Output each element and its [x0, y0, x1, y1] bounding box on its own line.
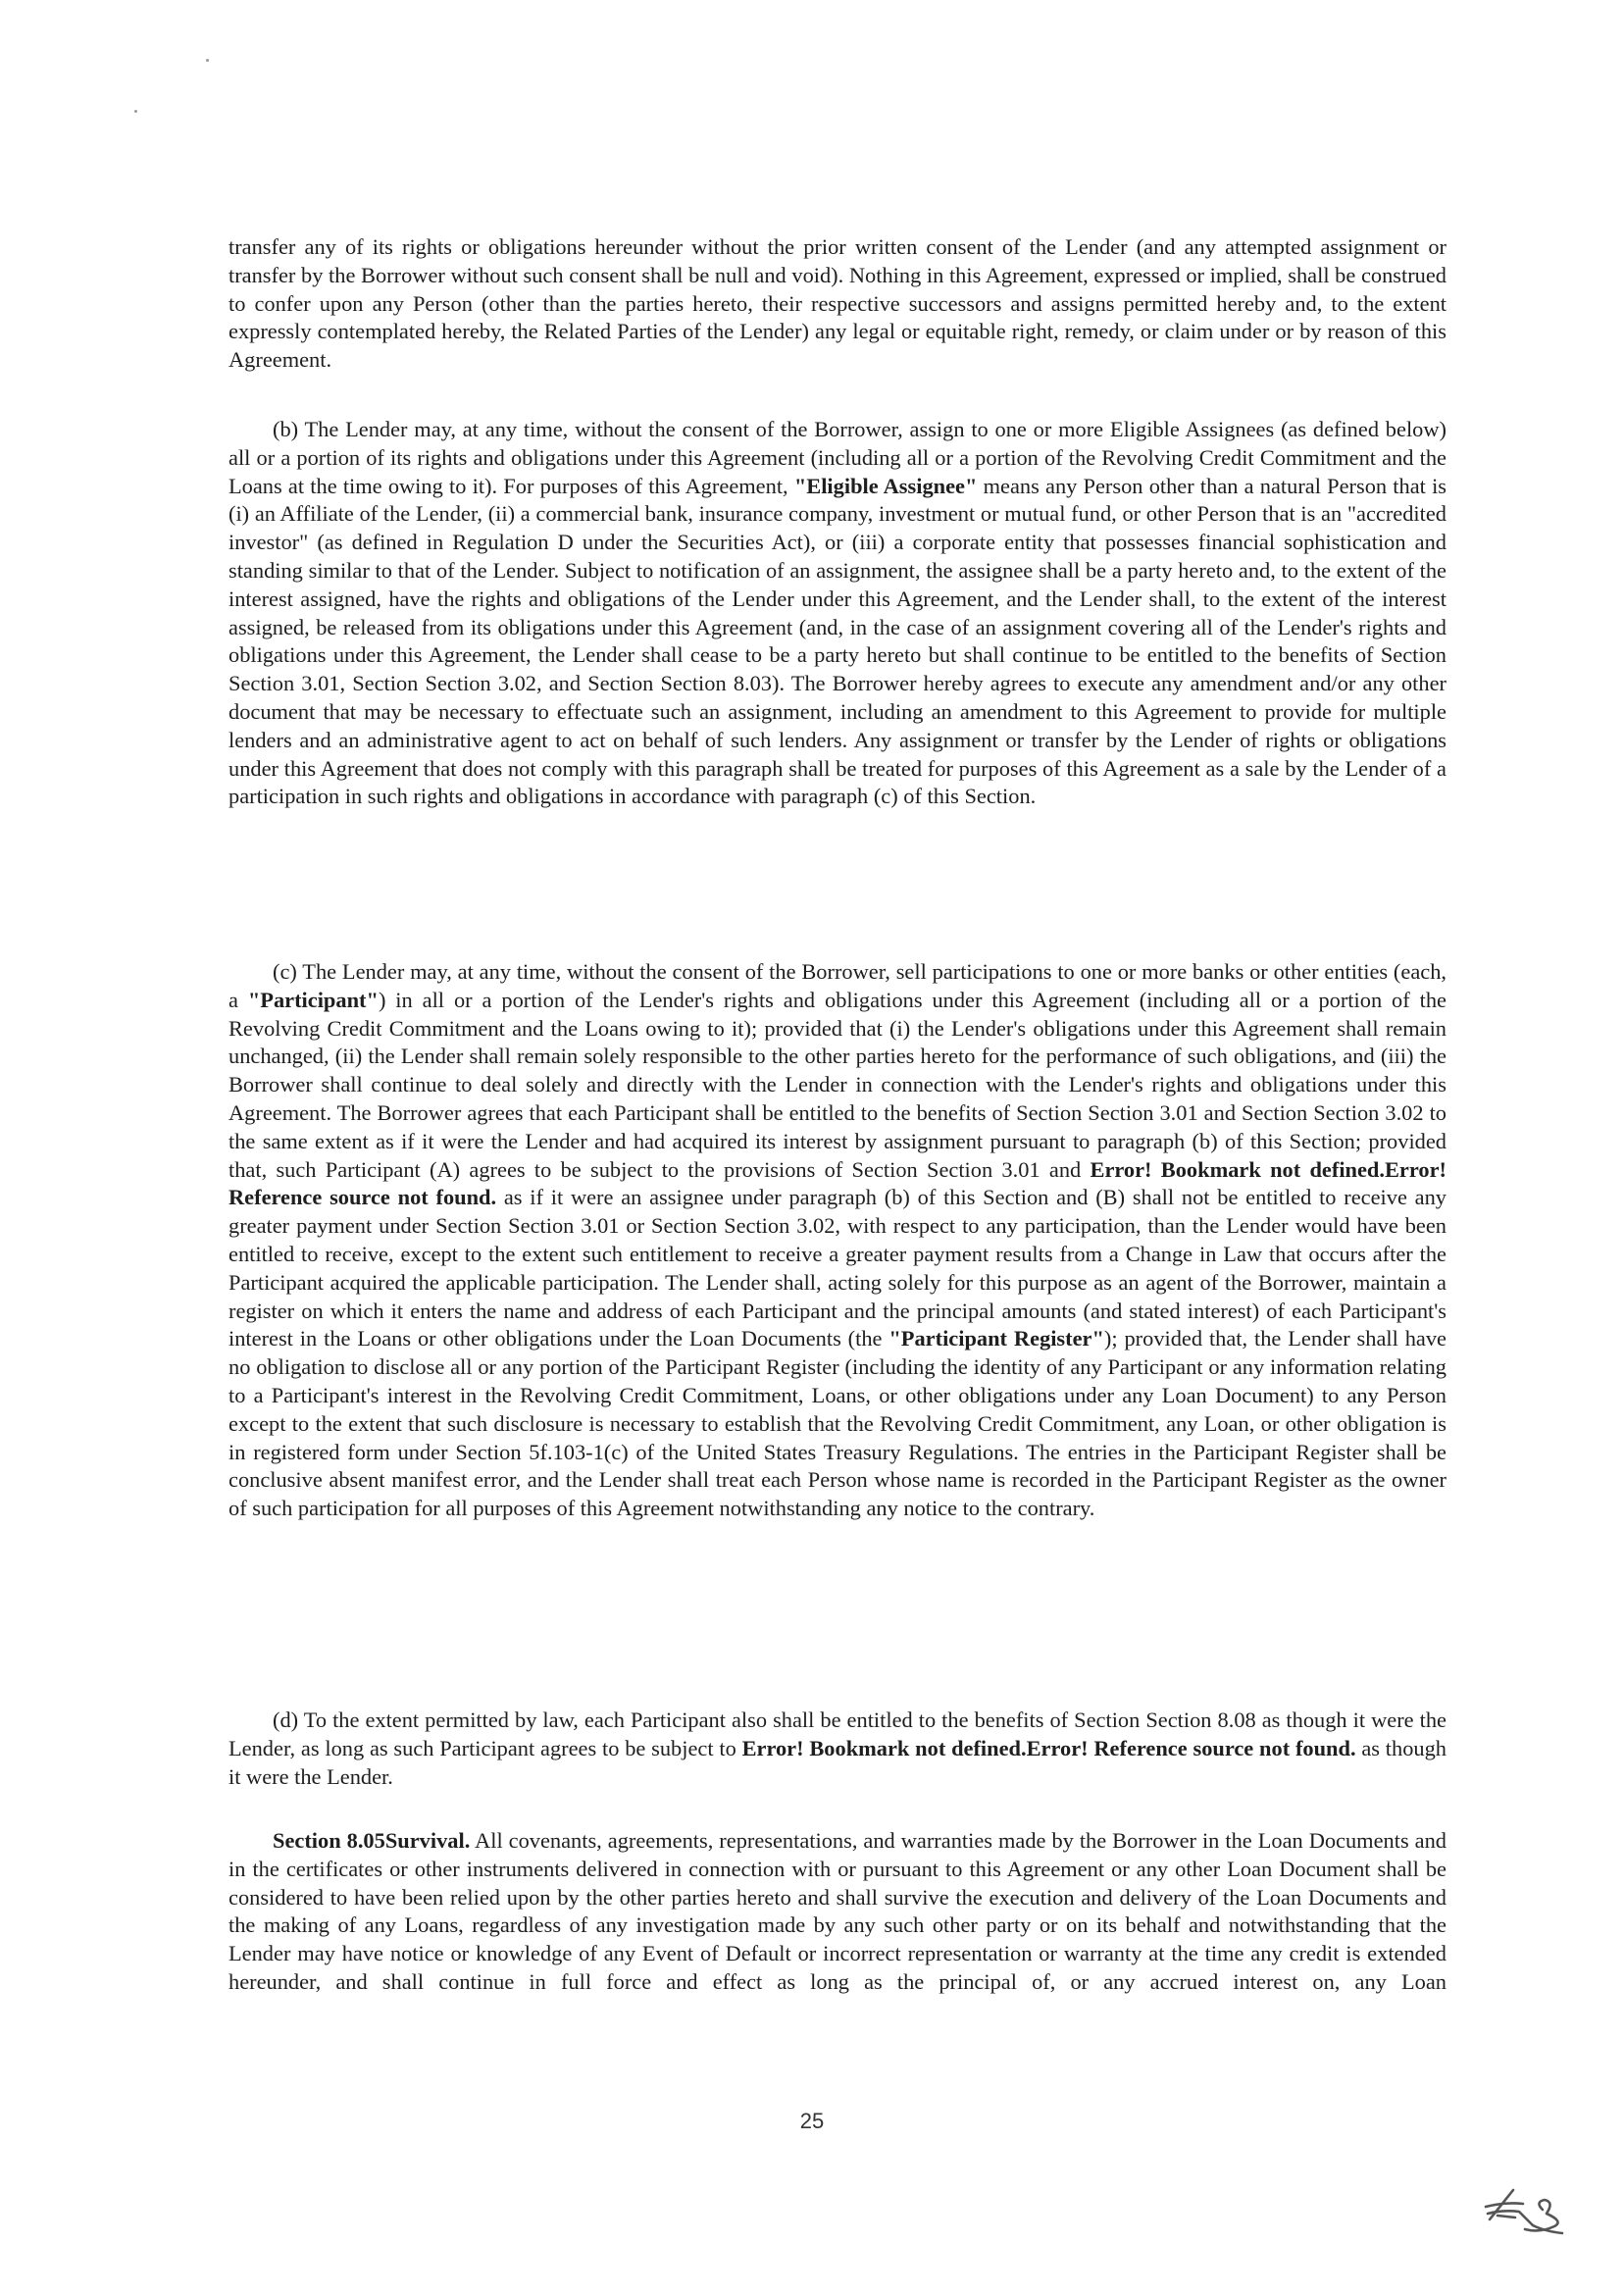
text: (c) The Lender may, at any time, without the consent of the Borrower, sell participations to one or more banks or other entities (each, a [228, 959, 1446, 1012]
paragraph-b [228, 416, 1446, 811]
defined-term-participant-register: "Participant Register" [888, 1326, 1104, 1351]
text: as if it were an assignee under paragraph (b) of this Section and (B) shall not be entitled to receive any greater payment under Section Section 3.01 or Section Section 3.02, with respect to any participation, than the Lender would have been entitled to receive, except to the extent such entitlement to receive a greater payment results from a Change in Law that occurs after the Participant acquired the applicable participation. The Lender shall, acting solely for this purpose as an agent of the Borrower, maintain a register on which it enters the name and address of each Participant and the principal amounts (and stated interest) of each Participant's interest in the Loans or other obligations under the Loan Documents (the [228, 1185, 1446, 1351]
section-text: All covenants, agreements, representations, and warranties made by the Borrower in the Loan Documents and in the certificates or other instruments delivered in connection with or pursuant to this Agreement or any other Loan Document shall be considered to have been relied upon by the other parties hereto and shall survive the execution and delivery of the Loan Documents and the making of any Loans, regardless of any investigation made by any such other party or on its behalf and notwithstanding that the Lender may have notice or knowledge of any Event of Default or incorrect representation or warranty at the time any credit is extended hereunder, and shall continue in full force and effect as long as the principal of, or any accrued interest on, any Loan [228, 1828, 1446, 1994]
defined-term-participant: "Participant" [247, 987, 379, 1012]
section-number: Section 8.05 [273, 1828, 385, 1853]
paragraph-d [228, 1707, 1446, 1791]
reference-error: Error! Bookmark not defined.Error! Reference source not found. [228, 1156, 1446, 1210]
paragraph-c [228, 958, 1446, 1523]
text: (d) To the extent permitted by law, each Participant also shall be entitled to the benefits of Section Section 8.08 as though it were the Lender, as long as such Participant agrees to be subject to [228, 1708, 1446, 1760]
section-title: Survival. [384, 1828, 471, 1853]
scan-speck [206, 59, 209, 62]
scan-speck [134, 110, 137, 113]
text: ) in all or a portion of the Lender's rights and obligations under this Agreement (including all or a portion of the Revolving Credit Commitment and the Loans owing to it); provided that (i) the Lender's obligations under this Agreement shall remain unchanged, (ii) the Lender shall remain solely responsible to the other parties hereto for the performance of such obligations, and (iii) the Borrower shall continue to deal solely and directly with the Lender in connection with the Lender's rights and obligations under this Agreement. The Borrower agrees that each Participant shall be entitled to the benefits of Section Section 3.01 and Section Section 3.02 to the same extent as if it were the Lender and had acquired its interest by assignment pursuant to paragraph (b) of this Section; provided that, such Participant (A) agrees to be subject to the provisions of Section Section 3.01 and [228, 987, 1446, 1182]
reference-error: Error! Bookmark not defined.Error! Reference source not found. [741, 1735, 1356, 1760]
text: (b) The Lender may, at any time, without the consent of the Borrower, assign to one or more Eligible Assignees (as defined below) all or a portion of its rights and obligations under this Agreement (including all or a portion of the Revolving Credit Commitment and the Loans at the time owing to it). For purposes of this Agreement, [228, 417, 1446, 498]
text: as though it were the Lender. [228, 1735, 1447, 1789]
defined-term-eligible-assignee: "Eligible Assignee" [793, 473, 978, 498]
text: means any Person other than a natural Person that is (i) an Affiliate of the Lender, (ii) a commercial bank, insurance company, investment or mutual fund, or other Person that is an "accredited investor" (as defined in Regulation D under the Securities Act), or (iii) a corporate entity that possesses financial sophistication and standing similar to that of the Lender. Subject to notification of an assignment, the assignee shall be a party hereto and, to the extent of the interest assigned, have the rights and obligations of the Lender under this Agreement, and the Lender shall, to the extent of the interest assigned, be released from its obligations under this Agreement (and, in the case of an assignment covering all of the Lender's rights and obligations under this Agreement, the Lender shall cease to be a party hereto but shall continue to be entitled to the benefits of Section Section 3.01, Section Section 3.02, and Section Section 8.03). The Borrower hereby agrees to execute any amendment and/or any other document that may be necessary to effectuate such an assignment, including an amendment to this Agreement to provide for multiple lenders and an administrative agent to act on behalf of such lenders. Any assignment or transfer by the Lender of rights or obligations under this Agreement that does not comply with this paragraph shall be treated for purposes of this Agreement as a sale by the Lender of a participation in such rights and obligations in accordance with paragraph (c) of this Section. [228, 473, 1447, 809]
text: ); provided that, the Lender shall have no obligation to disclose all or any portion of the Participant Register (including the identity of any Participant or any information relating to a Participant's interest in the Revolving Credit Commitment, Loans, or other obligations under any Loan Document) to any Person except to the extent that such disclosure is necessary to establish that the Revolving Credit Commitment, any Loan, or other obligation is in registered form under Section 5f.103-1(c) of the United States Treasury Regulations. The entries in the Participant Register shall be conclusive absent manifest error, and the Lender shall treat each Person whose name is recorded in the Participant Register as the owner of such participation for all purposes of this Agreement notwithstanding any notice to the contrary. [228, 1326, 1446, 1521]
page-number: 25 [799, 2109, 825, 2133]
paragraph-continuation: transfer any of its rights or obligations hereunder without the prior written consent of the Lender (and any attempted assignment or transfer by the Borrower without such consent shall be null and void). Nothing in this Agreement, expressed or implied, shall be construed to confer upon any Person (other than the parties hereto, their respective successors and assigns permitted hereby and, to the extent expressly contemplated hereby, the Related Parties of the Lender) any legal or equitable right, remedy, or claim under or by reason of this Agreement. [228, 234, 1446, 373]
handwritten-initials-signature [1476, 2182, 1574, 2251]
section-8-05 [228, 1827, 1446, 1997]
